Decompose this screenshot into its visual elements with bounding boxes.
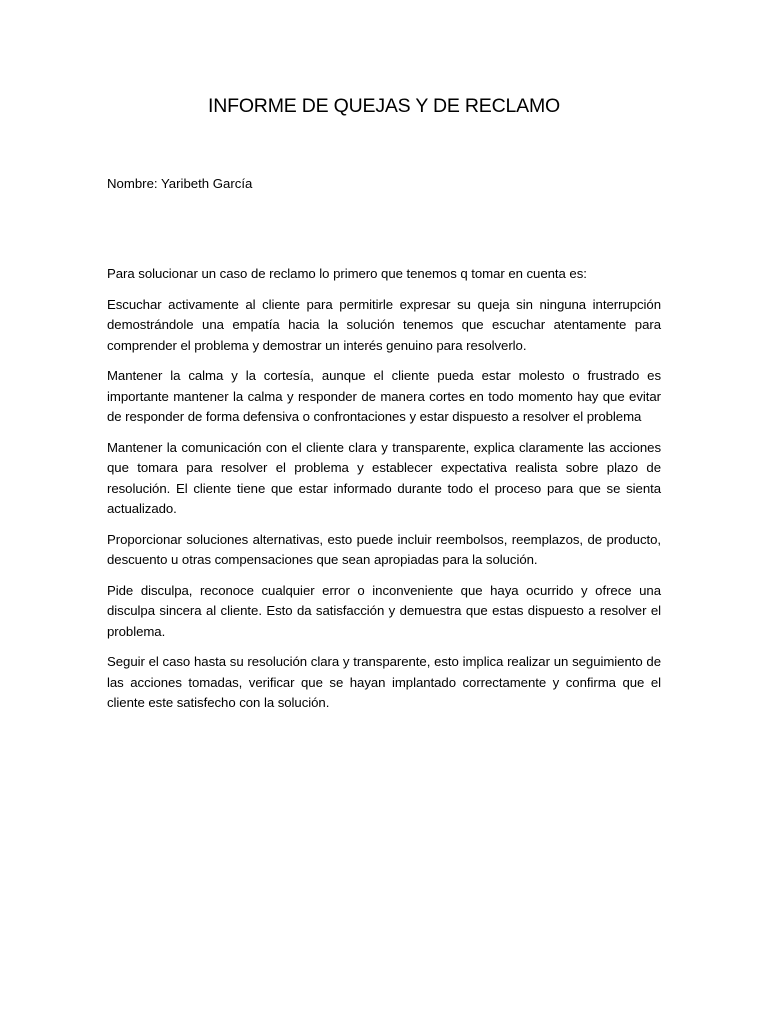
paragraph-apology: Pide disculpa, reconoce cualquier error o inconveniente que haya ocurrido y ofrece una disculpa sincera al cliente. Esto da satisfacción y demuestra que estas dispuesto a resolver el problema. [107, 582, 661, 639]
author-name: Nombre: Yaribeth García [107, 176, 253, 191]
paragraph-communication: Mantener la comunicación con el cliente clara y transparente, explica claramente las acciones que tomara para resolver el problema y establecer expectativa realista sobre plazo de resolución. El cliente tiene que estar informado durante todo el proceso para que se sienta actualizado. [107, 439, 661, 516]
paragraph-alternatives: Proporcionar soluciones alternativas, esto puede incluir reembolsos, reemplazos, de producto, descuento u otras compensaciones que sean apropiadas para la solución. [107, 531, 661, 567]
page-title: INFORME DE QUEJAS Y DE RECLAMO [208, 95, 560, 117]
paragraph-calm: Mantener la calma y la cortesía, aunque el cliente pueda estar molesto o frustrado es importante mantener la calma y responder de manera cortes en todo momento hay que evitar de responder de forma defensiva o confrontaciones y estar dispuesto a resolver el problema [107, 368, 661, 424]
paragraph-listen: Escuchar activamente al cliente para permitirle expresar su queja sin ninguna interrupción demostrándole una empatía hacia la solución tenemos que escuchar atentamente para comprender el problema y demostrar un interés genuino para resolverlo. [107, 296, 661, 353]
paragraph-follow-up: Seguir el caso hasta su resolución clara y transparente, esto implica realizar un seguimiento de las acciones tomadas, verificar que se hayan implantado correctamente y confirma que el cliente este satisfecho con la solución. [107, 654, 661, 710]
paragraph-intro: Para solucionar un caso de reclamo lo primero que tenemos q tomar en cuenta es: [107, 266, 587, 281]
document-body [107, 264, 661, 724]
